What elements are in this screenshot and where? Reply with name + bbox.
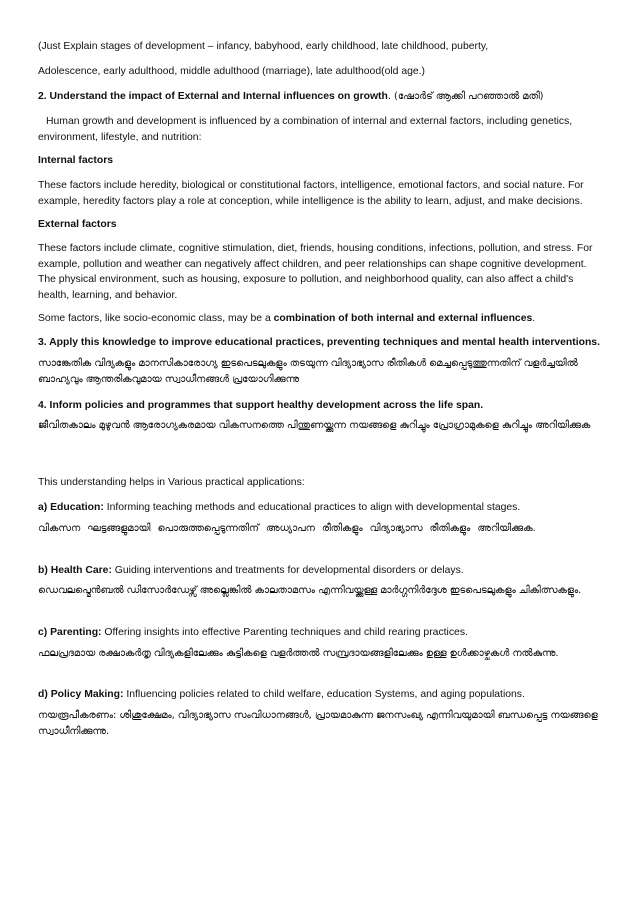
- combination-line: [38, 311, 604, 327]
- item-2-heading: 2. Understand the impact of External and Internal influences on growth: [38, 91, 388, 102]
- item-3-heading: 3. Apply this knowledge to improve educational practices, preventing techniques and mental health interventions.: [38, 337, 600, 348]
- combo-bold: combination of both internal and external influences: [273, 313, 533, 324]
- health-care-label: b) Health Care:: [38, 565, 112, 576]
- policy-making-malayalam: നയരൂപീകരണം: ശിശുക്ഷേമം, വിദ്യാഭ്യാസ സംവിധാനങ്ങൾ, പ്രായമാകുന്ന ജനസംഖ്യ എന്നിവയുമായി ബന്ധപ്പെട്ട നയങ്ങളെ സ്വാധീനിക്കുന്നു.: [38, 710, 598, 737]
- application-parenting: [38, 625, 604, 641]
- item-4-heading: 4. Inform policies and programmes that support healthy development across the life span.: [38, 400, 484, 411]
- stages-line-2: Adolescence, early adulthood, middle adulthood (marriage), late adulthood(old age.): [38, 66, 426, 77]
- item-2: [38, 89, 604, 105]
- applications-intro: This understanding helps in Various practical applications:: [38, 477, 305, 488]
- internal-heading: Internal factors: [38, 155, 114, 166]
- policy-making-text: Influencing policies related to child welfare, education Systems, and aging populations.: [123, 689, 525, 700]
- parenting-text: Offering insights into effective Parenting techniques and child rearing practices.: [101, 627, 468, 638]
- application-policy-making: [38, 687, 604, 703]
- combo-suffix: .: [532, 313, 536, 324]
- item-4-malayalam: ജീവിതകാലം മുഴുവൻ ആരോഗ്യകരമായ വികസനത്തെ പിന്തുണയ്ക്കുന്ന നയങ്ങളെ കുറിച്ചും പ്രോഗ്രാമുകളെ കുറിച്ചും അറിയിക്കുക: [38, 420, 591, 431]
- stages-line: (Just Explain stages of development – infancy, babyhood, early childhood, late childhood, puberty,: [38, 41, 489, 52]
- parenting-malayalam: ഫലപ്രദമായ രക്ഷാകർതൃ വിദ്യകളിലേക്കും കുട്ടികളെ വളർത്തൽ സമ്പ്രദായങ്ങളിലേക്കും ഉള്ള ഉൾക്കാഴ്ചകൾ നൽകുന്നു.: [38, 648, 559, 659]
- application-health-care: [38, 563, 604, 579]
- education-malayalam: വികസന ഘട്ടങ്ങളുമായി പൊരുത്തപ്പെടുന്നതിന് അധ്യാപന രീതികളും വിദ്യാഭ്യാസ രീതികളും അറിയിക്കുക.: [38, 523, 536, 534]
- item-2-intro: Human growth and development is influenced by a combination of internal and external factors, including genetics, environment, lifestyle, and nutrition:: [38, 116, 573, 143]
- parenting-label: c) Parenting:: [38, 627, 102, 638]
- education-text: Informing teaching methods and educational practices to align with developmental stages.: [103, 502, 521, 513]
- combo-prefix: Some factors, like socio-economic class, may be a: [38, 313, 274, 324]
- health-care-malayalam: ഡെവലപ്മെൻബൽ ഡിസോർഡേഴ്സ് അല്ലെങ്കിൽ കാലതാമസം എന്നിവയ്ക്കുള്ള മാർഗ്ഗനിർദ്ദേശ ഇടപെടലുകളും ചികിത്സകളും.: [38, 585, 582, 596]
- item-2-note: . (ഷോർട് ആക്കി പറഞ്ഞാൽ മതി): [387, 91, 544, 102]
- health-care-text: Guiding interventions and treatments for developmental disorders or delays.: [111, 565, 464, 576]
- application-education: [38, 500, 604, 516]
- education-label: a) Education:: [38, 502, 104, 513]
- policy-making-label: d) Policy Making:: [38, 689, 124, 700]
- external-text: These factors include climate, cognitive stimulation, diet, friends, housing conditions, infections, pollution, and stress. For example, pollution and weather can negatively affect children, and peer relationships can shape cognitive development. The physical environment, such as housing, exposure to pollution, and neighborhood quality, can also affect a child's health, learning, and behavior.: [38, 243, 593, 301]
- item-3-malayalam: സാങ്കേതിക വിദ്യകളും മാനസികാരോഗ്യ ഇടപെടലുകളും തടയുന്ന വിദ്യാഭ്യാസ രീതികൾ മെച്ചപ്പെടുത്തുന്നതിന് വളർച്ചയിൽ ബാഹ്യവും ആന്തരികവുമായ സ്വാധീനങ്ങൾ പ്രയോഗിക്കുന്നു: [38, 358, 578, 385]
- internal-text: These factors include heredity, biological or constitutional factors, intelligence, emotional factors, and social nature. For example, heredity factors play a role at conception, while intelligence is the ability to learn, adjust, and make decisions.: [38, 180, 584, 207]
- external-heading: External factors: [38, 219, 117, 230]
